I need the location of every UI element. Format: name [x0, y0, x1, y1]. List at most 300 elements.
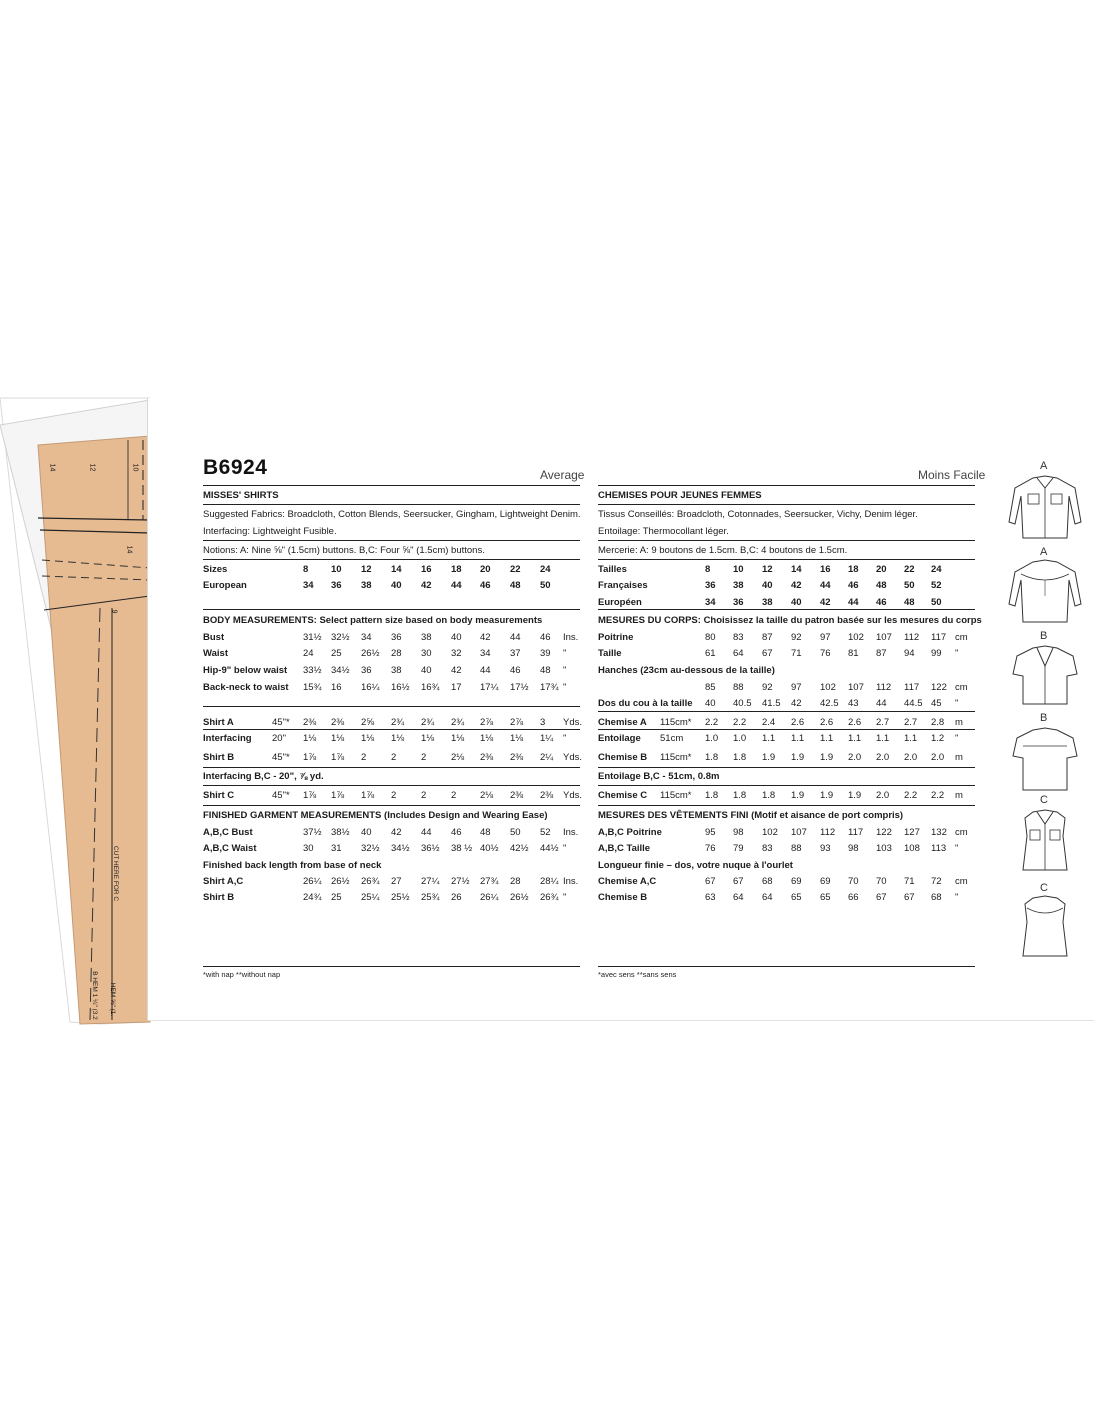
divider	[203, 540, 580, 541]
cell-value: 37	[510, 648, 521, 659]
unit-label: "	[955, 733, 959, 744]
cell-value: 117	[848, 827, 864, 838]
cell-value: 1⅞	[303, 752, 317, 763]
row-label: Bust	[203, 632, 225, 643]
sizes-label: Sizes	[203, 564, 228, 575]
cell-value: 1.9	[848, 790, 862, 801]
row-label: Chemise C	[598, 790, 648, 801]
cell-value: 122	[876, 827, 892, 838]
cell-value: 25½	[391, 892, 410, 903]
europeen-value: 34	[705, 597, 716, 608]
divider	[598, 767, 975, 768]
cell-value: 42	[451, 665, 462, 676]
francaises-value: 46	[848, 580, 859, 591]
cell-value: 66	[848, 892, 859, 903]
row-label: Chemise B	[598, 892, 648, 903]
cell-value: 30	[421, 648, 432, 659]
cell-value: 40	[361, 827, 372, 838]
cell-value: 26¾	[540, 892, 559, 903]
cell-value: 16¼	[361, 682, 380, 693]
cell-value: 2⅜	[540, 790, 554, 801]
divider	[598, 966, 975, 967]
unit-label: Yds.	[563, 752, 583, 763]
cell-value: 2.2	[705, 717, 719, 728]
interfacing-text-fr: Entoilage: Thermocollant léger.	[598, 526, 729, 537]
cell-value: 1.8	[705, 790, 719, 801]
cell-value: 93	[820, 843, 831, 854]
section-heading-fr: CHEMISES POUR JEUNES FEMMES	[598, 490, 762, 501]
view-label-c: C	[1040, 794, 1048, 806]
cell-value: 2	[421, 790, 427, 801]
europeen-value: 36	[733, 597, 744, 608]
cell-value: 69	[791, 876, 802, 887]
size-value: 16	[421, 564, 432, 575]
cell-value: 1.8	[733, 752, 747, 763]
cell-value: 36½	[421, 843, 440, 854]
size-value: 8	[303, 564, 309, 575]
divider	[203, 706, 580, 707]
cell-value: 17½	[510, 682, 529, 693]
cell-value: 70	[876, 876, 887, 887]
europeen-value: 42	[820, 597, 831, 608]
divider	[203, 485, 580, 486]
cell-value: 97	[820, 632, 831, 643]
francaises-value: 36	[705, 580, 716, 591]
row-label: Entoilage	[598, 733, 641, 744]
cell-value: 44	[510, 632, 521, 643]
cell-value: 68	[762, 876, 773, 887]
cell-value: 1⅞	[361, 790, 375, 801]
cell-value: 2.2	[931, 790, 945, 801]
cell-value: 76	[820, 648, 831, 659]
row-label: Shirt A,C	[203, 876, 244, 887]
cell-value: 99	[931, 648, 942, 659]
europeen-value: 48	[904, 597, 915, 608]
difficulty-label-fr: Moins Facile	[918, 468, 986, 482]
divider	[598, 540, 975, 541]
row-label: Shirt B	[203, 752, 235, 763]
row-label: A,B,C Bust	[203, 827, 253, 838]
shirt-c-back-sketch	[1005, 892, 1085, 962]
cell-value: 50	[510, 827, 521, 838]
cell-value: 42	[480, 632, 491, 643]
cell-value: 87	[762, 632, 773, 643]
cell-value: 26½	[331, 876, 350, 887]
cell-value: 1⅛	[303, 733, 317, 744]
europeen-value: 40	[791, 597, 802, 608]
view-label-a-back: A	[1040, 546, 1048, 558]
divider	[598, 609, 975, 610]
cell-value: 17¾	[540, 682, 559, 693]
unit-label: Yds.	[563, 717, 583, 728]
divider	[598, 559, 975, 560]
cell-value: 70	[848, 876, 859, 887]
cell-value: 87	[876, 648, 887, 659]
body-measurements-heading: BODY MEASUREMENTS: Select pattern size based on body measurements	[203, 615, 543, 626]
tissue-size-14: 14	[48, 463, 56, 472]
cell-value: 26¼	[480, 892, 499, 903]
cell-value: 38	[421, 632, 432, 643]
row-label: A,B,C Waist	[203, 843, 257, 854]
cell-value: 33½	[303, 665, 322, 676]
fabric-width: 115cm*	[660, 752, 692, 763]
cell-value: 1.1	[762, 733, 776, 744]
cell-value: 26¾	[361, 876, 380, 887]
fabric-width: 45"*	[272, 752, 290, 763]
shirt-c-front-sketch	[1005, 806, 1085, 876]
cell-value: 113	[931, 843, 947, 854]
cell-value: 69	[820, 876, 831, 887]
cell-value: 34½	[331, 665, 350, 676]
fabric-width: 51cm	[660, 733, 684, 744]
size-value: 20	[876, 564, 887, 575]
european-value: 38	[361, 580, 372, 591]
cell-value: 25	[331, 892, 342, 903]
cell-value: 40	[421, 665, 432, 676]
cell-value: 64	[762, 892, 773, 903]
size-value: 18	[451, 564, 462, 575]
cell-value: 1.2	[931, 733, 945, 744]
cell-value: 98	[733, 827, 744, 838]
cell-value: 107	[848, 682, 864, 693]
cell-value: 2¾	[421, 717, 435, 728]
fabric-width: 115cm*	[660, 717, 692, 728]
cell-value: 72	[931, 876, 942, 887]
europeen-value: 50	[931, 597, 942, 608]
cell-value: 34½	[391, 843, 410, 854]
cell-value: 2⅜	[510, 752, 524, 763]
cell-value: 2⅜	[331, 717, 345, 728]
size-value: 24	[931, 564, 942, 575]
unit-label: "	[563, 892, 567, 903]
cell-value: 40½	[480, 843, 499, 854]
divider	[598, 711, 975, 712]
cell-value: 103	[876, 843, 892, 854]
cell-value: 94	[904, 648, 915, 659]
cell-value: 39	[540, 648, 551, 659]
cell-value: 71	[791, 648, 802, 659]
cell-value: 26½	[361, 648, 380, 659]
cell-value: 65	[791, 892, 802, 903]
cell-value: 97	[791, 682, 802, 693]
footnote-fr: *avec sens **sans sens	[598, 970, 677, 979]
cell-value: 117	[931, 632, 947, 643]
cell-value: 1.1	[876, 733, 890, 744]
shirt-b-back-sketch	[1005, 724, 1085, 796]
cell-value: 48	[540, 665, 551, 676]
cell-value: 2.6	[848, 717, 862, 728]
cell-value: 79	[733, 843, 744, 854]
cell-value: 88	[733, 682, 744, 693]
finished-heading: FINISHED GARMENT MEASUREMENTS (Includes Design and Wearing Ease)	[203, 810, 548, 821]
cell-value: 25¼	[361, 892, 380, 903]
longueur-heading: Longueur finie – dos, votre nuque à l'ourlet	[598, 860, 793, 871]
divider	[203, 729, 580, 730]
divider	[203, 559, 580, 560]
pattern-tissue	[0, 0, 160, 1030]
unit-label: m	[955, 752, 963, 763]
cell-value: 1⅞	[331, 790, 345, 801]
pattern-number: B6924	[203, 456, 268, 479]
tissue-size-14b: 14	[125, 545, 133, 554]
cell-value: 107	[876, 632, 892, 643]
unit-label: "	[563, 665, 567, 676]
cell-value: 2⅛	[451, 752, 465, 763]
divider	[203, 785, 580, 786]
cell-value: 26¼	[303, 876, 322, 887]
row-label: Shirt C	[203, 790, 235, 801]
cell-value: 28¼	[540, 876, 559, 887]
european-value: 34	[303, 580, 314, 591]
cell-value: 1.0	[733, 733, 747, 744]
divider	[598, 729, 975, 730]
francaises-value: 48	[876, 580, 887, 591]
cell-value: 27	[391, 876, 402, 887]
cell-value: 46	[540, 632, 551, 643]
cell-value: 38	[391, 665, 402, 676]
cell-value: 71	[904, 876, 915, 887]
cell-value: 24¾	[303, 892, 322, 903]
cell-value: 1.9	[820, 752, 834, 763]
divider	[203, 966, 580, 967]
unit-label: m	[955, 717, 963, 728]
cell-value: 27¾	[480, 876, 499, 887]
cell-value: 112	[904, 632, 920, 643]
notions-text-fr: Mercerie: A: 9 boutons de 1.5cm. B,C: 4 boutons de 1.5cm.	[598, 545, 848, 556]
section-heading: MISSES' SHIRTS	[203, 490, 279, 501]
fabric-width: 115cm*	[660, 790, 692, 801]
cell-value: 64	[733, 892, 744, 903]
cell-value: 2.7	[904, 717, 918, 728]
cell-value: 2.4	[762, 717, 776, 728]
cell-value: 2⅜	[303, 717, 317, 728]
cell-value: 2⅜	[480, 752, 494, 763]
cell-value: 1.1	[848, 733, 862, 744]
row-label: Taille	[598, 648, 622, 659]
difficulty-label: Average	[540, 468, 585, 482]
unit-label: cm	[955, 827, 968, 838]
cell-value: 2¼	[540, 752, 554, 763]
cell-value: 67	[733, 876, 744, 887]
cell-value: 1⅛	[480, 733, 494, 744]
entoilage-bc: Entoilage B,C - 51cm, 0.8m	[598, 771, 720, 782]
cell-value: 3	[540, 717, 546, 728]
cell-value: 68	[931, 892, 942, 903]
european-label: European	[203, 580, 247, 591]
size-value: 14	[791, 564, 802, 575]
cell-value: 44	[480, 665, 491, 676]
european-value: 42	[421, 580, 432, 591]
cell-value: 122	[931, 682, 947, 693]
cell-value: 32½	[361, 843, 380, 854]
tissue-size-9: 9	[110, 609, 118, 614]
suggested-fabrics: Suggested Fabrics: Broadcloth, Cotton Blends, Seersucker, Gingham, Lightweight Denim.	[203, 509, 581, 520]
size-value: 12	[361, 564, 372, 575]
divider	[598, 504, 975, 505]
cell-value: 40.5	[733, 698, 752, 709]
cell-value: 31	[331, 843, 342, 854]
cell-value: 42	[791, 698, 802, 709]
cell-value: 80	[705, 632, 716, 643]
cell-value: 1.9	[791, 752, 805, 763]
cell-value: 36	[361, 665, 372, 676]
francaises-value: 52	[931, 580, 942, 591]
cell-value: 67	[876, 892, 887, 903]
unit-label: m	[955, 790, 963, 801]
unit-label: "	[955, 892, 959, 903]
cell-value: 25	[331, 648, 342, 659]
suggested-fabrics-fr: Tissus Conseillés: Broadcloth, Cotonnades, Seersucker, Vichy, Denim léger.	[598, 509, 918, 520]
cell-value: 41.5	[762, 698, 781, 709]
cell-value: 15¾	[303, 682, 322, 693]
cell-value: 42.5	[820, 698, 839, 709]
cell-value: 27½	[451, 876, 470, 887]
cell-value: 1.8	[705, 752, 719, 763]
european-value: 50	[540, 580, 551, 591]
interfacing-text: Interfacing: Lightweight Fusible.	[203, 526, 337, 537]
unit-label: cm	[955, 682, 968, 693]
europeen-value: 44	[848, 597, 859, 608]
size-value: 22	[904, 564, 915, 575]
unit-label: "	[955, 698, 959, 709]
cell-value: 2	[421, 752, 427, 763]
divider	[203, 805, 580, 806]
size-value: 10	[331, 564, 342, 575]
cell-value: 44.5	[904, 698, 923, 709]
fabric-width: 20"	[272, 733, 286, 744]
cell-value: 31½	[303, 632, 322, 643]
size-value: 16	[820, 564, 831, 575]
divider	[203, 504, 580, 505]
europeen-label: Européen	[598, 597, 642, 608]
cell-value: 17	[451, 682, 462, 693]
divider	[598, 785, 975, 786]
cell-value: 92	[762, 682, 773, 693]
cell-value: 112	[820, 827, 836, 838]
cell-value: 2.8	[931, 717, 945, 728]
francaises-label: Françaises	[598, 580, 648, 591]
view-label-a: A	[1040, 460, 1048, 472]
cell-value: 2.0	[876, 790, 890, 801]
row-label: Chemise A,C	[598, 876, 657, 887]
cell-value: 26½	[510, 892, 529, 903]
row-label: Shirt B	[203, 892, 235, 903]
cell-value: 61	[705, 648, 716, 659]
cell-value: 30	[303, 843, 314, 854]
cell-value: 2.2	[904, 790, 918, 801]
cell-value: 2⅜	[510, 790, 524, 801]
francaises-value: 42	[791, 580, 802, 591]
cell-value: 2⅝	[361, 717, 375, 728]
cell-value: 83	[733, 632, 744, 643]
cell-value: 1.9	[820, 790, 834, 801]
cell-value: 45	[931, 698, 942, 709]
cell-value: 1.1	[904, 733, 918, 744]
fabric-width: 45"*	[272, 790, 290, 801]
size-value: 14	[391, 564, 402, 575]
cell-value: 17¼	[480, 682, 499, 693]
unit-label: "	[563, 843, 567, 854]
divider	[598, 805, 975, 806]
cell-value: 52	[540, 827, 551, 838]
cell-value: 92	[791, 632, 802, 643]
cell-value: 36	[391, 632, 402, 643]
row-label: Chemise A	[598, 717, 647, 728]
cell-value: 2	[391, 790, 397, 801]
cell-value: 37½	[303, 827, 322, 838]
divider	[598, 485, 975, 486]
cell-value: 34	[480, 648, 491, 659]
europeen-value: 38	[762, 597, 773, 608]
tailles-label: Tailles	[598, 564, 627, 575]
francaises-value: 44	[820, 580, 831, 591]
hanches-label: Hanches (23cm au-dessous de la taille)	[598, 665, 775, 676]
cell-value: 1.9	[762, 752, 776, 763]
unit-label: Yds.	[563, 790, 583, 801]
cell-value: 44½	[540, 843, 559, 854]
row-label: A,B,C Taille	[598, 843, 651, 854]
cell-value: 2⅞	[510, 717, 524, 728]
cell-value: 32½	[331, 632, 350, 643]
cell-value: 85	[705, 682, 716, 693]
cell-value: 112	[876, 682, 892, 693]
european-value: 40	[391, 580, 402, 591]
view-label-b-back: B	[1040, 712, 1048, 724]
notions-text: Notions: A: Nine ⅝" (1.5cm) buttons. B,C: Four ⅝" (1.5cm) buttons.	[203, 545, 485, 556]
cell-value: 40	[451, 632, 462, 643]
european-value: 46	[480, 580, 491, 591]
unit-label: Ins.	[563, 876, 579, 887]
cell-value: 42½	[510, 843, 529, 854]
cell-value: 16	[331, 682, 342, 693]
cell-value: 67	[904, 892, 915, 903]
shirt-b-front-sketch	[1005, 642, 1085, 708]
cell-value: 2.0	[931, 752, 945, 763]
size-value: 8	[705, 564, 711, 575]
european-value: 48	[510, 580, 521, 591]
cell-value: 46	[451, 827, 462, 838]
cell-value: 1⅛	[510, 733, 524, 744]
divider	[203, 609, 580, 610]
cell-value: 1.8	[762, 790, 776, 801]
cell-value: 26	[451, 892, 462, 903]
cell-value: 81	[848, 648, 859, 659]
size-value: 12	[762, 564, 773, 575]
cell-value: 67	[705, 876, 716, 887]
cell-value: 1¼	[540, 733, 554, 744]
cell-value: 43	[848, 698, 859, 709]
cell-value: 2¾	[391, 717, 405, 728]
cell-value: 64	[733, 648, 744, 659]
european-value: 36	[331, 580, 342, 591]
cell-value: 98	[848, 843, 859, 854]
cell-value: 83	[762, 843, 773, 854]
cell-value: 132	[931, 827, 947, 838]
unit-label: "	[563, 733, 567, 744]
cell-value: 38½	[331, 827, 350, 838]
tissue-size-12: 12	[88, 463, 96, 472]
cell-value: 95	[705, 827, 716, 838]
size-value: 20	[480, 564, 491, 575]
unit-label: "	[563, 682, 567, 693]
footnote: *with nap **without nap	[203, 970, 281, 979]
size-value: 24	[540, 564, 551, 575]
european-value: 44	[451, 580, 462, 591]
cell-value: 102	[762, 827, 778, 838]
francaises-value: 50	[904, 580, 915, 591]
interfacing-bc: Interfacing B,C - 20", ⅞ yd.	[203, 771, 324, 782]
cell-value: 38 ½	[451, 843, 473, 854]
